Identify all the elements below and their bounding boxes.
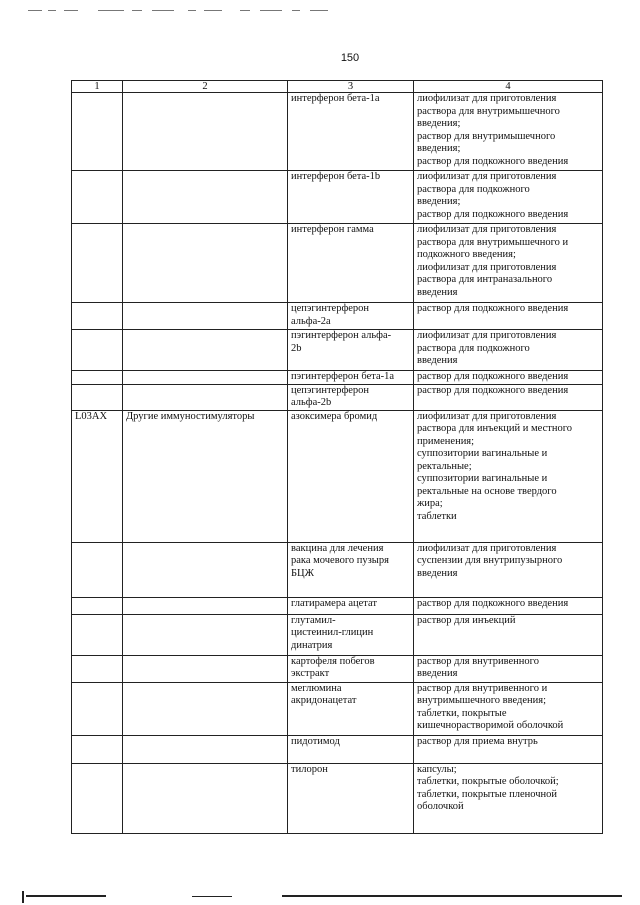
- dosage-form-line: раствор для инъекций: [417, 614, 516, 626]
- dosage-form-cell: [414, 614, 603, 655]
- group-name-cell: [123, 224, 288, 303]
- header-col-2: 2: [123, 81, 288, 93]
- dosage-form-cell: [414, 735, 603, 763]
- drug-name-cell: [288, 410, 414, 542]
- atc-code-cell: [72, 763, 123, 833]
- drug-name-cell: [288, 614, 414, 655]
- drug-name-line: пидотимод: [291, 735, 340, 747]
- dosage-form-line: раствор для внутривенного и: [417, 682, 548, 694]
- dosage-form-line: раствора для инъекций и местного: [417, 423, 573, 434]
- dosage-form-line: суппозитории вагинальные и: [417, 473, 548, 484]
- dosage-form-line: подкожного введения;: [417, 249, 516, 260]
- drug-name-line: 2b: [291, 342, 302, 354]
- header-col-1: 1: [72, 81, 123, 93]
- group-name-cell: [123, 171, 288, 224]
- table-row: [72, 735, 603, 763]
- table-row: [72, 763, 603, 833]
- table-body: [72, 93, 603, 834]
- dosage-form-line: введения: [417, 286, 458, 298]
- atc-code-cell: [72, 303, 123, 330]
- drug-table: [71, 80, 603, 834]
- table-row: [72, 410, 603, 542]
- drug-name-cell: [288, 384, 414, 410]
- dosage-form-cell: [414, 542, 603, 597]
- dosage-form-cell: [414, 682, 603, 735]
- table-row: [72, 597, 603, 614]
- drug-name-line: акридонацетат: [291, 695, 357, 706]
- group-name-cell: [123, 614, 288, 655]
- atc-code-cell: [72, 682, 123, 735]
- scan-top-marks: [28, 6, 348, 16]
- drug-name-cell: [288, 542, 414, 597]
- dosage-form-cell: [414, 224, 603, 303]
- dosage-form-line: раствор для подкожного введения: [417, 155, 569, 167]
- group-name-cell: [123, 597, 288, 614]
- table-row: [72, 93, 603, 171]
- atc-code-cell: [72, 330, 123, 371]
- dosage-form-line: раствор для подкожного введения: [417, 303, 569, 314]
- drug-name-line: альфа-2b: [291, 397, 332, 408]
- dosage-form-line: суспензии для внутрипузырного: [417, 555, 563, 566]
- table-row: [72, 371, 603, 385]
- table-header-row: [72, 81, 603, 93]
- drug-name-line: вакцина для лечения: [291, 542, 384, 554]
- atc-code-cell: L03AX: [72, 410, 123, 542]
- drug-name-line: рака мочевого пузыря: [291, 555, 389, 566]
- dosage-form-line: раствора для внутримышечного и: [417, 236, 569, 248]
- dosage-form-line: суппозитории вагинальные и: [417, 448, 548, 459]
- atc-code-cell: [72, 224, 123, 303]
- drug-name-line: тилорон: [291, 763, 328, 775]
- atc-code-cell: [72, 384, 123, 410]
- drug-name-cell: [288, 171, 414, 224]
- dosage-form-line: жира;: [417, 498, 443, 509]
- dosage-form-line: введения;: [417, 196, 461, 207]
- drug-name-cell: [288, 763, 414, 833]
- atc-code-cell: [72, 371, 123, 385]
- table-row: [72, 682, 603, 735]
- dosage-form-line: введения;: [417, 118, 461, 129]
- dosage-form-line: раствор для подкожного введения: [417, 208, 569, 220]
- group-name-cell: [123, 682, 288, 735]
- drug-name-line: картофеля побегов: [291, 655, 375, 667]
- dosage-form-line: раствора для внутримышечного: [417, 105, 560, 117]
- dosage-form-line: введения;: [417, 143, 461, 154]
- drug-name-line: БЦЖ: [291, 567, 315, 579]
- drug-name-line: цистеинил-глицин: [291, 627, 374, 638]
- drug-name-line: пэгинтерферон бета-1a: [291, 371, 395, 382]
- atc-code-cell: [72, 655, 123, 682]
- dosage-form-line: таблетки, покрытые пленочной: [417, 788, 558, 800]
- drug-name-cell: [288, 597, 414, 614]
- dosage-form-line: лиофилизат для приготовления: [417, 224, 557, 235]
- dosage-form-line: раствора для подкожного: [417, 183, 530, 195]
- drug-name-cell: [288, 371, 414, 385]
- dosage-form-cell: [414, 384, 603, 410]
- atc-code-cell: [72, 735, 123, 763]
- dosage-form-line: таблетки, покрытые: [417, 707, 507, 719]
- drug-name-line: цепэгинтерферон: [291, 303, 370, 314]
- drug-name-line: глутамил-: [291, 614, 336, 626]
- dosage-form-line: лиофилизат для приготовления: [417, 261, 557, 273]
- dosage-form-line: ректальные на основе твердого: [417, 485, 557, 497]
- dosage-form-line: ректальные;: [417, 460, 472, 472]
- drug-name-line: экстракт: [291, 668, 330, 679]
- drug-name-line: цепэгинтерферон: [291, 384, 370, 396]
- dosage-form-line: оболочкой: [417, 801, 464, 812]
- drug-name-line: меглюмина: [291, 682, 342, 694]
- drug-name-cell: [288, 93, 414, 171]
- dosage-form-line: лиофилизат для приготовления: [417, 93, 557, 104]
- drug-name-cell: [288, 682, 414, 735]
- scan-bottom-marks: [22, 889, 622, 905]
- dosage-form-line: раствор для приема внутрь: [417, 735, 538, 747]
- dosage-form-line: лиофилизат для приготовления: [417, 330, 557, 341]
- table-row: [72, 655, 603, 682]
- group-name-cell: [123, 542, 288, 597]
- drug-name-line: глатирамера ацетат: [291, 597, 377, 609]
- dosage-form-cell: [414, 597, 603, 614]
- atc-code-cell: [72, 171, 123, 224]
- dosage-form-line: раствор для подкожного введения: [417, 371, 569, 382]
- dosage-form-line: кишечнорастворимой оболочкой: [417, 720, 564, 731]
- drug-name-cell: [288, 735, 414, 763]
- table-row: [72, 303, 603, 330]
- dosage-form-cell: [414, 171, 603, 224]
- drug-name-line: интерферон гамма: [291, 224, 374, 235]
- header-col-3: 3: [288, 81, 414, 93]
- atc-code-cell: [72, 93, 123, 171]
- dosage-form-line: введения: [417, 668, 458, 679]
- table-row: [72, 171, 603, 224]
- dosage-form-line: лиофилизат для приготовления: [417, 171, 557, 182]
- dosage-form-line: раствор для внутримышечного: [417, 130, 556, 142]
- drug-name-cell: [288, 224, 414, 303]
- table-row: [72, 384, 603, 410]
- dosage-form-cell: [414, 303, 603, 330]
- dosage-form-line: раствор для подкожного введения: [417, 597, 569, 609]
- drug-name-line: азоксимера бромид: [291, 410, 378, 422]
- atc-code-cell: [72, 614, 123, 655]
- header-col-4: 4: [414, 81, 603, 93]
- drug-name-line: динатрия: [291, 639, 333, 651]
- atc-code-cell: [72, 542, 123, 597]
- dosage-form-line: раствор для подкожного введения: [417, 384, 569, 396]
- drug-name-line: интерферон бета-1b: [291, 171, 381, 182]
- table-row: [72, 614, 603, 655]
- drug-name-cell: [288, 303, 414, 330]
- dosage-form-line: таблетки: [417, 510, 457, 522]
- group-name-cell: [123, 93, 288, 171]
- dosage-form-line: раствора для подкожного: [417, 342, 530, 354]
- table-row: [72, 542, 603, 597]
- dosage-form-cell: [414, 371, 603, 385]
- dosage-form-cell: [414, 410, 603, 542]
- page-number: 150: [340, 52, 360, 64]
- group-name-cell: [123, 384, 288, 410]
- group-name-cell: [123, 303, 288, 330]
- group-name-cell: [123, 655, 288, 682]
- dosage-form-line: капсулы;: [417, 763, 457, 775]
- group-name-cell: [123, 735, 288, 763]
- dosage-form-cell: [414, 655, 603, 682]
- drug-name-line: пэгинтерферон альфа-: [291, 330, 392, 341]
- dosage-form-line: лиофилизат для приготовления: [417, 542, 557, 554]
- group-name-cell: Другие иммуностимуляторы: [123, 410, 288, 542]
- atc-code-cell: [72, 597, 123, 614]
- group-name-cell: [123, 763, 288, 833]
- table-row: [72, 224, 603, 303]
- dosage-form-line: раствор для внутривенного: [417, 655, 539, 667]
- dosage-form-line: таблетки, покрытые оболочкой;: [417, 776, 559, 787]
- drug-name-line: альфа-2a: [291, 315, 331, 327]
- dosage-form-cell: [414, 763, 603, 833]
- drug-name-cell: [288, 655, 414, 682]
- dosage-form-line: раствора для интраназального: [417, 274, 553, 285]
- table-row: [72, 330, 603, 371]
- dosage-form-cell: [414, 330, 603, 371]
- dosage-form-line: введения: [417, 355, 458, 366]
- dosage-form-line: введения: [417, 567, 458, 579]
- dosage-form-cell: [414, 93, 603, 171]
- drug-name-line: интерферон бета-1a: [291, 93, 380, 104]
- dosage-form-line: лиофилизат для приготовления: [417, 410, 557, 422]
- group-name-cell: [123, 371, 288, 385]
- dosage-form-line: применения;: [417, 435, 475, 447]
- dosage-form-line: внутримышечного введения;: [417, 695, 547, 706]
- drug-name-cell: [288, 330, 414, 371]
- group-name-cell: [123, 330, 288, 371]
